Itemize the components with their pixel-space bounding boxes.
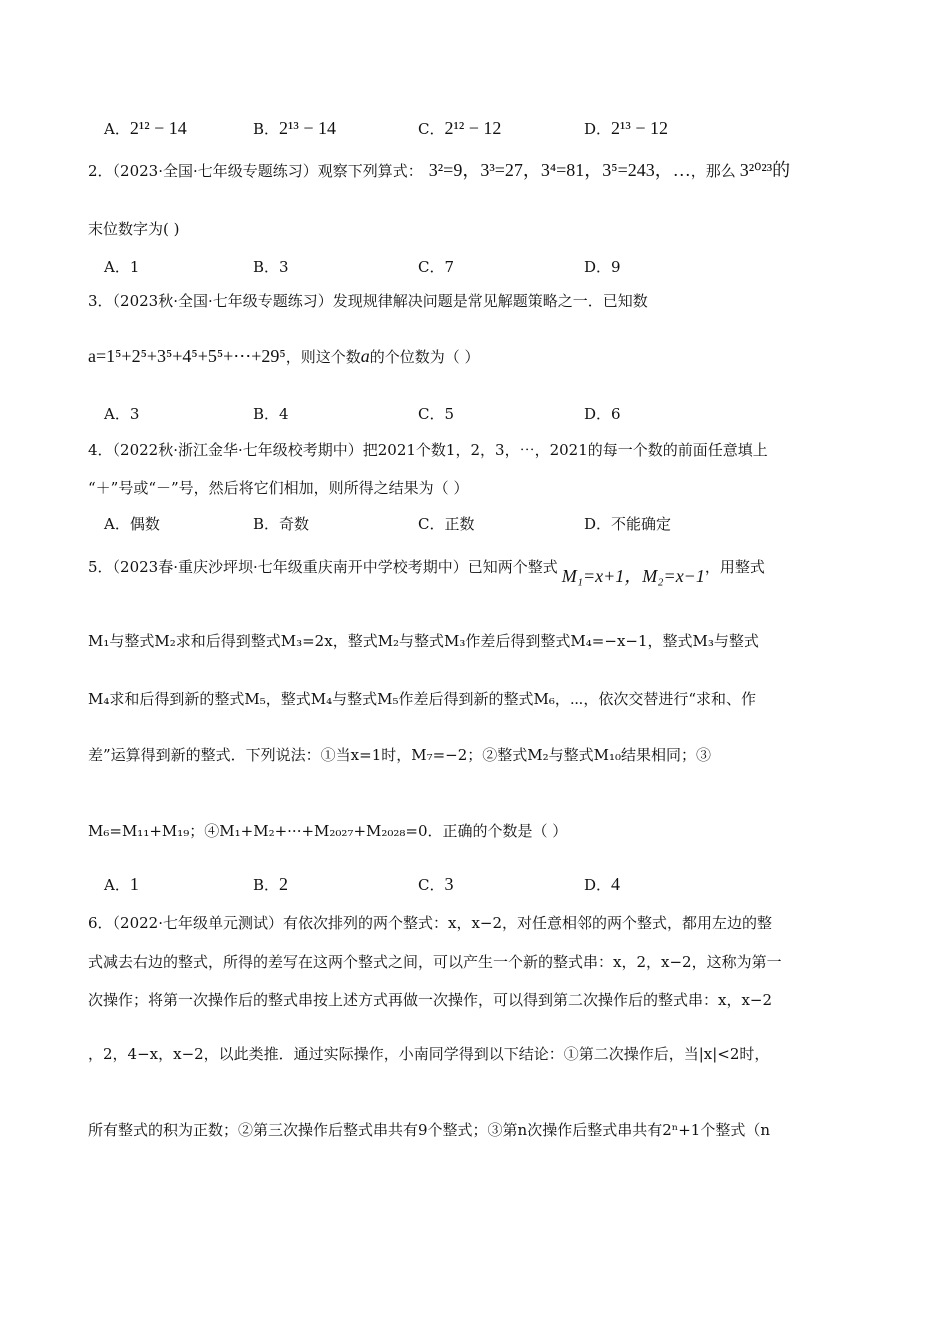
q2-stem-line2: 末位数字为( ): [88, 220, 180, 238]
question-number: 3．: [88, 292, 113, 310]
option-text: 3: [279, 258, 289, 276]
option-text: 偶数: [129, 515, 160, 533]
option-label: D．: [584, 515, 612, 533]
option-text: 1: [129, 874, 139, 894]
q4-option-c[interactable]: [418, 513, 475, 534]
option-text: 正数: [444, 515, 475, 533]
q5-option-a[interactable]: [104, 874, 139, 895]
q5-stem-line5: M₆=M₁₁+M₁₉；④M₁+M₂+···+M₂₀₂₇+M₂₀₂₈=0．正确的个数是（ ）: [88, 822, 568, 840]
option-text: 6: [611, 405, 621, 423]
option-text: 2: [279, 874, 289, 894]
question-text: ，那么: [690, 162, 736, 180]
q6-stem-line4: ，2，4−x，x−2，以此类推．通过实际操作，小南同学得到以下结论：①第二次操作后，当|x|<2时，: [88, 1045, 770, 1063]
q3-option-d[interactable]: [584, 403, 621, 424]
option-text: 不能确定: [611, 515, 672, 533]
q5-stem-line2: M₁与整式M₂求和后得到整式M₃=2x，整式M₂与整式M₃作差后得到整式M₄=−x−1，整式M₃与整式: [88, 632, 759, 650]
option-text: 2¹³ − 14: [279, 118, 336, 138]
question-number: 5．: [88, 558, 113, 576]
option-label: D．: [584, 876, 612, 894]
option-label: B．: [253, 258, 280, 276]
option-text: 4: [279, 405, 289, 423]
option-label: C．: [418, 120, 445, 138]
option-label: A．: [104, 515, 130, 533]
question-source: （2023秋·全国·七年级专题练习）发现规律解决问题是常见解题策略之一．已知数: [112, 292, 648, 310]
q1-option-d[interactable]: [584, 118, 668, 139]
option-label: C．: [418, 405, 445, 423]
question-text: ，用整式: [704, 558, 765, 576]
q5-stem-line4: 差”运算得到新的整式．下列说法：①当x=1时，M₇=−2；②整式M₂与整式M₁₀结果相同；③: [88, 746, 712, 764]
q5-stem-line1: [88, 552, 765, 586]
option-label: A．: [104, 405, 130, 423]
q3-option-c[interactable]: [418, 403, 454, 424]
option-text: 2¹³ − 12: [611, 118, 668, 138]
question-source: （2023·全国·七年级专题练习）观察下列算式：: [112, 162, 423, 180]
option-text: 4: [611, 874, 621, 894]
q4-option-b[interactable]: [253, 513, 309, 534]
q5-stem-line3: M₄求和后得到新的整式M₅，整式M₄与整式M₅作差后得到新的整式M₆，⋯，依次交替进行“求和、作: [88, 690, 757, 708]
q4-option-d[interactable]: [584, 513, 671, 534]
q4-stem-line2: “＋”号或“－”号，然后将它们相加，则所得之结果为（ ）: [88, 479, 469, 497]
q1-option-b[interactable]: [253, 118, 336, 139]
q4-stem-line1: [88, 439, 768, 460]
q6-stem-line1: [88, 912, 772, 933]
formula: a=1⁵+2⁵+3⁵+4⁵+5⁵+⋯+29⁵: [88, 346, 286, 366]
question-number: 4．: [88, 441, 113, 459]
question-text: （2022·七年级单元测试）有依次排列的两个整式：x，x−2，对任意相邻的两个整式，都用左边的整: [112, 914, 773, 932]
option-label: D．: [584, 405, 612, 423]
q2-option-b[interactable]: [253, 256, 289, 277]
q2-option-c[interactable]: [418, 256, 454, 277]
q1-option-c[interactable]: [418, 118, 501, 139]
option-text: 5: [444, 405, 455, 423]
q3-option-b[interactable]: [253, 403, 289, 424]
question-source: （2023春·重庆沙坪坝·七年级重庆南开中学校考期中）已知两个整式: [112, 558, 558, 576]
q3-stem-line2: [88, 346, 480, 367]
q3-stem-line1: [88, 290, 648, 311]
q2-option-d[interactable]: [584, 256, 621, 277]
question-number: 6．: [88, 914, 113, 932]
option-label: B．: [253, 515, 280, 533]
q4-option-a[interactable]: [104, 513, 160, 534]
option-text: 1: [129, 258, 140, 276]
option-label: B．: [253, 405, 280, 423]
q6-stem-line3: 次操作；将第一次操作后的整式串按上述方式再做一次操作，可以得到第二次操作后的整式串：x，x−2: [88, 991, 773, 1009]
q6-stem-line5: 所有整式的积为正数；②第三次操作后整式串共有9个整式；③第n次操作后整式串共有2ⁿ+1个整式（n: [88, 1121, 771, 1139]
option-label: A．: [104, 120, 130, 138]
q2-stem-line1: [88, 156, 790, 182]
question-text: ，则这个数: [285, 348, 361, 366]
option-label: D．: [584, 258, 612, 276]
option-label: B．: [253, 120, 280, 138]
option-label: A．: [104, 876, 130, 894]
option-text: 3: [129, 405, 140, 423]
option-text: 2¹² − 14: [129, 118, 187, 138]
question-number: 2．: [88, 162, 113, 180]
q1-option-a[interactable]: [104, 118, 187, 139]
question-text: 的个位数为（ ）: [369, 348, 480, 366]
option-label: C．: [418, 876, 445, 894]
option-text: 3: [444, 874, 454, 894]
q2-option-a[interactable]: [104, 256, 139, 277]
question-text: （2022秋·浙江金华·七年级校考期中）把2021个数1，2，3，⋯，2021的每一个数的前面任意填上: [112, 441, 768, 459]
option-text: 奇数: [279, 515, 310, 533]
option-text: 7: [444, 258, 455, 276]
option-label: B．: [253, 876, 280, 894]
option-label: C．: [418, 258, 445, 276]
q5-option-d[interactable]: [584, 874, 620, 895]
q6-stem-line2: 式减去右边的整式，所得的差写在这两个整式之间，可以产生一个新的整式串：x，2，x−2，这称为第一: [88, 953, 782, 971]
option-label: A．: [104, 258, 130, 276]
q3-option-a[interactable]: [104, 403, 139, 424]
option-label: C．: [418, 515, 445, 533]
formula: 3²⁰²³的: [739, 160, 791, 180]
option-label: D．: [584, 120, 612, 138]
q5-option-c[interactable]: [418, 874, 453, 895]
option-text: 9: [611, 258, 621, 276]
variable: a: [360, 346, 370, 366]
formula: 3²=9，3³=27，3⁴=81，3⁵=243，…: [428, 160, 691, 180]
option-text: 2¹² − 12: [444, 118, 502, 138]
q5-option-b[interactable]: [253, 874, 288, 895]
formula: M₁=x+1，M₂=x−1: [561, 566, 705, 586]
